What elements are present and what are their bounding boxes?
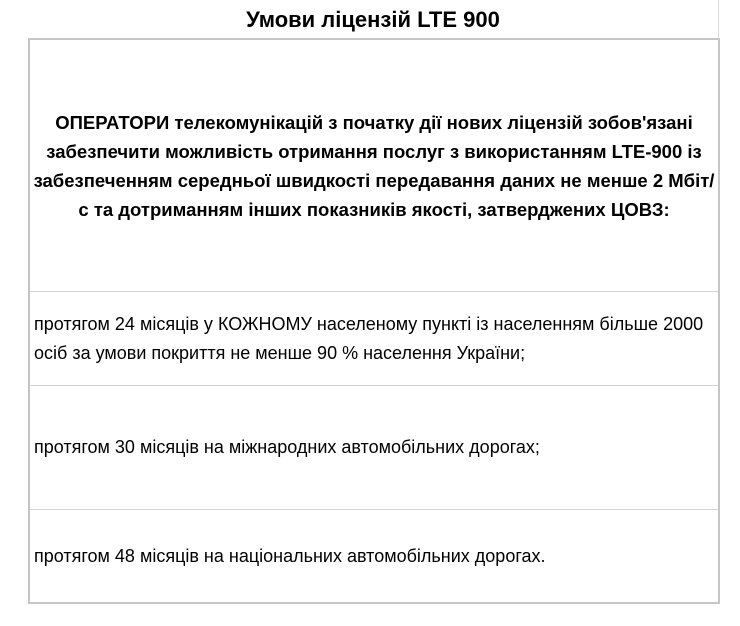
row-text: протягом 48 місяців на національних автомобільних дорогах. — [34, 545, 546, 566]
header-text: ОПЕРАТОРИ телекомунікацій з початку дії нових ліцензій зобов'язані забезпечити можливість отримання послуг з використанням LTE-900 із забезпеченням середньої швидкості передавання даних не менше 2 Мбіт/с та дотриманням інших показників якості, затверджених ЦОВЗ: — [33, 111, 715, 220]
table-row — [30, 510, 718, 602]
table-row — [30, 386, 718, 510]
row-text: протягом 30 місяців на міжнародних автомобільних дорогах; — [34, 437, 540, 457]
license-conditions-table — [28, 38, 720, 604]
row-text: протягом 24 місяців у КОЖНОМУ населеному пункті із населенням більше 2000 осіб за умови покриття не менше 90 % населення України; — [34, 313, 704, 363]
table-header-cell — [30, 40, 718, 292]
document-title: Умови ліцензій LTE 900 — [28, 0, 719, 38]
table-row — [30, 292, 718, 386]
